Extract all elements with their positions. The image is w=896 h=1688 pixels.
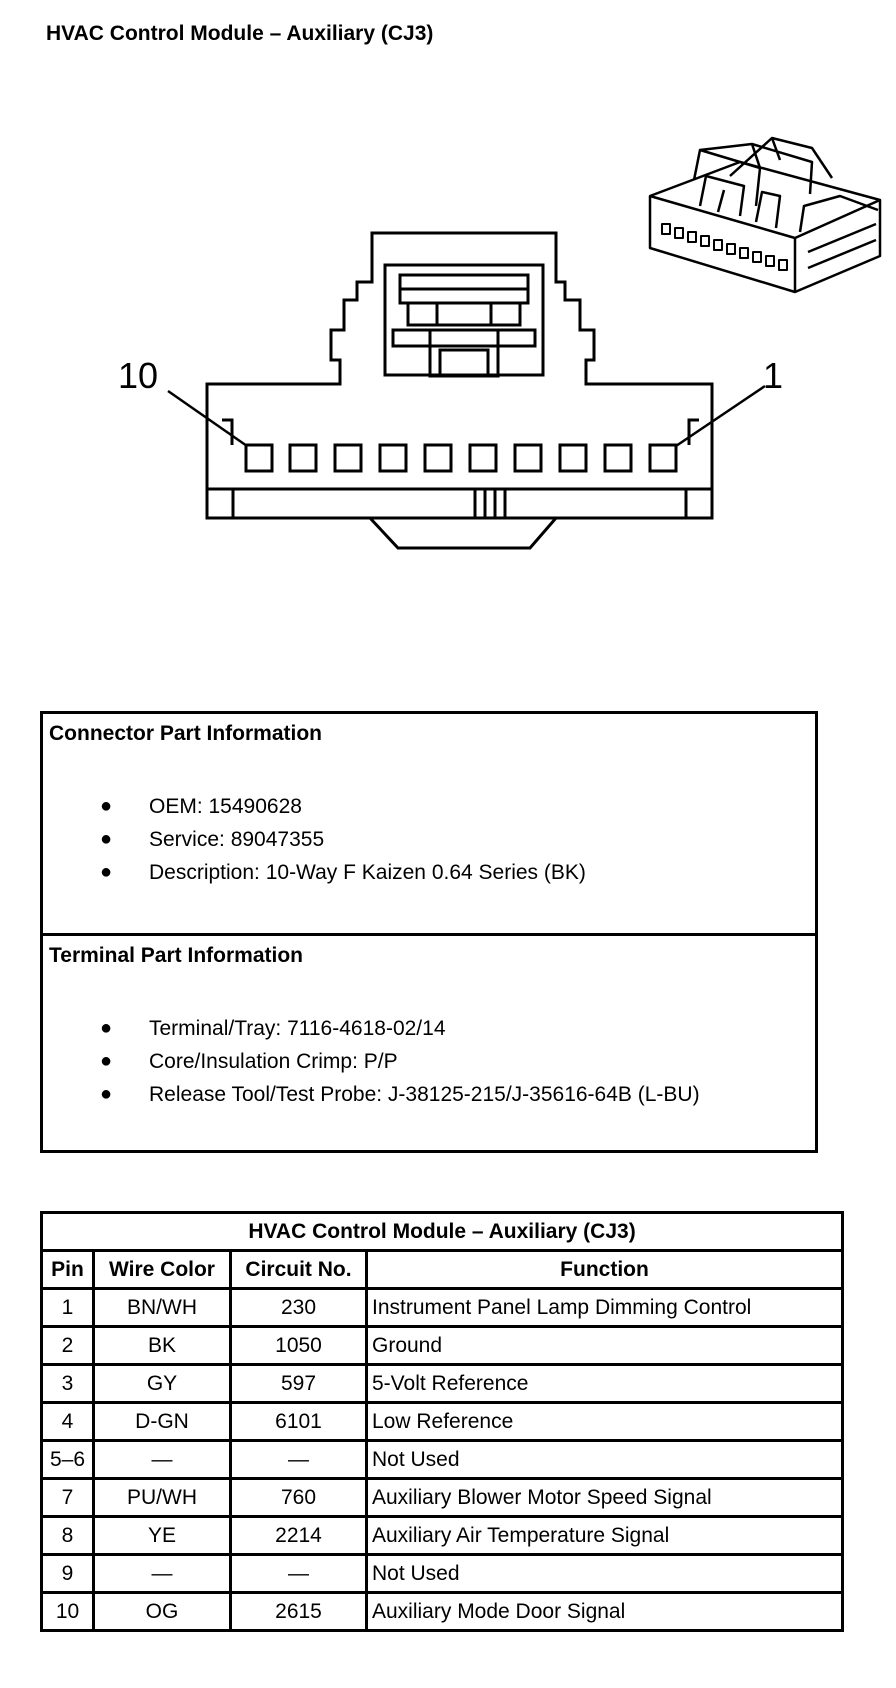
circuit-cell: 597 [231, 1365, 367, 1403]
terminal-cavities [246, 445, 676, 471]
circuit-cell: 2214 [231, 1517, 367, 1555]
terminal-part-info [43, 936, 815, 1150]
connector-part-info-heading: Connector Part Information [49, 722, 323, 745]
cavity-7 [380, 445, 406, 471]
pinout-table [40, 1211, 844, 1632]
table-row [42, 1403, 843, 1441]
circuit-cell: 760 [231, 1479, 367, 1517]
header-wire-color: Wire Color [94, 1251, 231, 1289]
function-cell: Low Reference [367, 1403, 843, 1441]
connector-iso-view [650, 138, 880, 292]
pin-cell: 2 [42, 1327, 94, 1365]
table-row [42, 1479, 843, 1517]
connector-latch [385, 265, 543, 376]
callout-pin-1: 1 [763, 355, 784, 396]
function-cell: Not Used [367, 1441, 843, 1479]
header-function: Function [367, 1251, 843, 1289]
circuit-cell: 1050 [231, 1327, 367, 1365]
wire-color-cell: — [94, 1555, 231, 1593]
wire-color-cell: OG [94, 1593, 231, 1631]
wire-color-cell: BK [94, 1327, 231, 1365]
cavity-5 [470, 445, 496, 471]
wire-color-cell: D-GN [94, 1403, 231, 1441]
list-item: ● Description: 10-Way F Kaizen 0.64 Series (BK) [43, 856, 586, 889]
cavity-2 [605, 445, 631, 471]
table-row [42, 1365, 843, 1403]
bullet-icon: ● [100, 828, 113, 850]
bullet-icon: ● [100, 1050, 113, 1072]
page-title: HVAC Control Module – Auxiliary (CJ3) [46, 22, 434, 45]
connector-diagram [0, 0, 896, 620]
bullet-icon: ● [100, 1017, 113, 1039]
pin-cell: 8 [42, 1517, 94, 1555]
cavity-6 [425, 445, 451, 471]
cavity-4 [515, 445, 541, 471]
function-cell: 5-Volt Reference [367, 1365, 843, 1403]
function-cell: Not Used [367, 1555, 843, 1593]
wire-color-cell: BN/WH [94, 1289, 231, 1327]
list-item: ● Terminal/Tray: 7116-4618-02/14 [43, 1012, 700, 1045]
list-item: ● Service: 89047355 [43, 823, 586, 856]
header-pin: Pin [42, 1251, 94, 1289]
table-row [42, 1327, 843, 1365]
cavity-3 [560, 445, 586, 471]
pin-cell: 5–6 [42, 1441, 94, 1479]
table-row [42, 1555, 843, 1593]
wire-color-cell: PU/WH [94, 1479, 231, 1517]
bullet-icon: ● [100, 1083, 113, 1105]
table-header-row [42, 1251, 843, 1289]
pin-cell: 9 [42, 1555, 94, 1593]
circuit-cell: 230 [231, 1289, 367, 1327]
cavity-8 [335, 445, 361, 471]
list-item: ● Release Tool/Test Probe: J-38125-215/J-35616-64B (L-BU) [43, 1078, 700, 1111]
circuit-cell: — [231, 1555, 367, 1593]
function-cell: Auxiliary Blower Motor Speed Signal [367, 1479, 843, 1517]
circuit-cell: 2615 [231, 1593, 367, 1631]
cavity-9 [290, 445, 316, 471]
cavity-1 [650, 445, 676, 471]
table-row [42, 1517, 843, 1555]
list-item: ● Core/Insulation Crimp: P/P [43, 1045, 700, 1078]
pin-cell: 10 [42, 1593, 94, 1631]
bullet-icon: ● [100, 795, 113, 817]
function-cell: Ground [367, 1327, 843, 1365]
table-title: HVAC Control Module – Auxiliary (CJ3) [42, 1213, 843, 1251]
pin-cell: 7 [42, 1479, 94, 1517]
connector-part-info [43, 714, 815, 936]
header-circuit-no: Circuit No. [231, 1251, 367, 1289]
function-cell: Instrument Panel Lamp Dimming Control [367, 1289, 843, 1327]
wire-color-cell: — [94, 1441, 231, 1479]
circuit-cell: — [231, 1441, 367, 1479]
part-info-box [40, 711, 818, 1153]
wire-color-cell: GY [94, 1365, 231, 1403]
function-cell: Auxiliary Mode Door Signal [367, 1593, 843, 1631]
pin-cell: 4 [42, 1403, 94, 1441]
terminal-part-info-heading: Terminal Part Information [49, 944, 303, 967]
pin-cell: 3 [42, 1365, 94, 1403]
function-cell: Auxiliary Air Temperature Signal [367, 1517, 843, 1555]
table-row [42, 1289, 843, 1327]
callout-pin-10: 10 [118, 355, 159, 396]
connector-key [370, 518, 556, 548]
pin-cell: 1 [42, 1289, 94, 1327]
table-row [42, 1441, 843, 1479]
bullet-icon: ● [100, 861, 113, 883]
circuit-cell: 6101 [231, 1403, 367, 1441]
table-title-row [42, 1213, 843, 1251]
list-item: ● OEM: 15490628 [43, 790, 586, 823]
wire-color-cell: YE [94, 1517, 231, 1555]
table-row [42, 1593, 843, 1631]
cavity-10 [246, 445, 272, 471]
